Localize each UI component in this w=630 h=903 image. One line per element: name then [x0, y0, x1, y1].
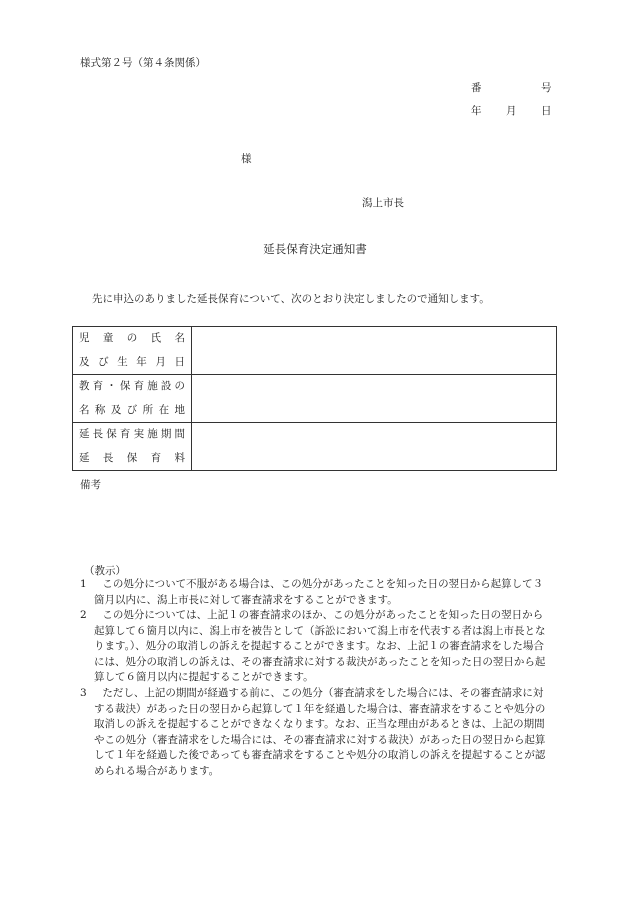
label-facility-address: 名称及び所在地 — [79, 403, 185, 416]
intro-text: 先に申込のありました延長保育について、次のとおり決定しましたので通知します。 — [92, 293, 490, 305]
label-birthdate: 及び生年月日 — [79, 355, 185, 368]
number-label-ban: 番 — [471, 82, 482, 94]
instruction-item — [80, 608, 550, 686]
date-month-label: 月 — [506, 105, 517, 117]
value-period[interactable] — [192, 423, 556, 447]
remarks-label: 備考 — [80, 479, 101, 491]
instruction-title: （教示） — [84, 565, 126, 577]
label-cell-facility — [73, 375, 192, 423]
instruction-item — [80, 577, 550, 608]
label-period: 延長保育実施期間 — [79, 428, 185, 440]
label-cell-child — [73, 327, 192, 375]
instruction-text: ただし、上記の期間が経過する前に、この処分（審査請求をした場合には、その審査請求に対する裁決）があった日の翌日から起算して１年を経過した場合は、審査請求をすることや処分の取消しの訴えを提起することができなくなります。なお、正当な理由があるときは、上記の期間やこの処分（審査請求をした場合には、その審査請求に対する裁決）があった日の翌日から起算して１年を経過した後であっても審査請求をすることや処分の取消しの訴えを提起することが認められる場合があります。 — [94, 687, 546, 777]
value-cell-child[interactable] — [192, 327, 557, 375]
instruction-number: 1 — [80, 578, 87, 590]
instruction-number: 3 — [80, 687, 87, 699]
issuer-name: 潟上市長 — [362, 197, 404, 209]
date-day-label: 日 — [541, 105, 552, 117]
number-label-go: 号 — [541, 82, 552, 94]
table-row-period-fee — [73, 423, 557, 471]
instruction-item — [80, 686, 550, 779]
info-table — [72, 326, 557, 471]
instruction-text: この処分について不服がある場合は、この処分があったことを知った日の翌日から起算して３箇月以内に、潟上市長に対して審査請求をすることができます。 — [94, 578, 544, 606]
label-child-name: 児童の氏名 — [79, 332, 185, 344]
document-title: 延長保育決定通知書 — [263, 242, 367, 256]
label-facility: 教育・保育施設の — [79, 380, 185, 392]
value-cell-facility[interactable] — [192, 375, 557, 423]
instruction-number: 2 — [80, 609, 87, 621]
table-row-child — [73, 327, 557, 375]
value-cell-period-fee[interactable] — [192, 423, 557, 471]
value-fee[interactable] — [192, 447, 556, 471]
table-row-facility — [73, 375, 557, 423]
instruction-text: この処分については、上記１の審査請求のほか、この処分があったことを知った日の翌日から起算して６箇月以内に、潟上市を被告として（訴訟において潟上市を代表する者は潟上市長となります。）、処分の取消しの訴えを提起することができます。なお、上記１の審査請求をした場合には、処分の取消しの訴えは、その審査請求に対する裁決があったことを知った日の翌日から起算して６箇月以内に提起することができます。 — [94, 609, 546, 683]
label-cell-period-fee — [73, 423, 192, 471]
label-fee: 延長保育料 — [79, 451, 185, 464]
addressee-suffix: 様 — [241, 153, 252, 165]
form-number: 様式第２号（第４条関係） — [80, 57, 206, 69]
date-year-label: 年 — [471, 105, 482, 117]
